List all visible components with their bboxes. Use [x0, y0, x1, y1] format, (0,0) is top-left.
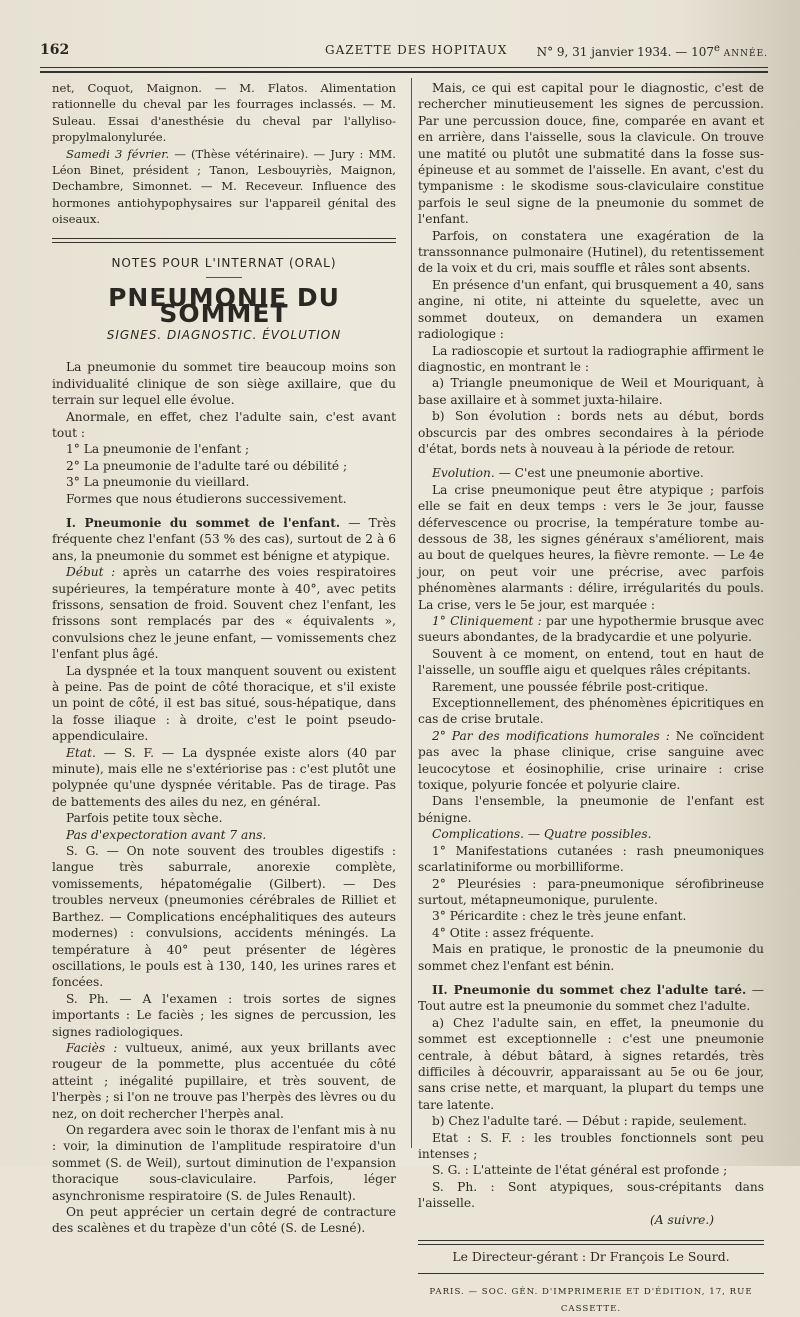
state-sph-paragraph: S. Ph. : Sont atypiques, sous-crépitants dans l'aisselle.: [418, 1179, 764, 1211]
healthy-adult-paragraph: a) Chez l'adulte sain, en effet, la pneumonie du sommet est exceptionnelle : c'est une pneumonie centrale, à début bâtard, à signes retardés, très difficiles à découvrir, apparaissant au 5e ou 6e jour, sans crise nette, et marquant, la plupart du temps une tare latente.: [418, 1015, 764, 1112]
transsonance-paragraph: Parfois, on constatera une exagération de la transsonnance pulmonaire (Hutinel), du retentissement de la voix et du cri, mais souffle et râles sont absents.: [418, 228, 764, 276]
forms-paragraph: Formes que nous étudierons successivement.: [66, 491, 347, 506]
thorax-paragraph: On regardera avec soin le thorax de l'enfant mis à nu : voir, la diminution de l'amplitude respiratoire d'un sommet (S. de Weil), surtout diminution de l'expansion thoracique sous-claviculaire. Parfois, léger asynchronisme respiratoire (S. de Jules Renault).: [52, 1122, 396, 1203]
general-signs-paragraph: S. G. — On note souvent des troubles digestifs : langue très saburrale, anorexie complète, vomissements, hépatomégalie (Gilbert). — Des troubles nerveux (pneumonies cérébrales de Rilliet et Barthez. — Complications encéphalitiques des auteurs modernes) : convulsions, accidents méningés. La température à 40° peut présenter de légères oscillations, le pouls est à 130, 140, les urines rares et foncées.: [52, 844, 396, 990]
article-title: PNEUMONIE DU SOMMET: [108, 283, 340, 329]
cough-paragraph: Parfois petite toux sèche.: [66, 811, 223, 826]
evolution-radiology-paragraph: b) Son évolution : bords nets au début, bords obscurcis par des ombres secondaires à la période d'état, bords nets à nouveau à la période de retour.: [418, 409, 764, 456]
complication-item: 2° Pleurésies : para-pneumonique sérofibrineuse surtout, métapneumonique, purulente.: [418, 876, 764, 907]
director-line: Le Directeur-gérant : Dr François Le Sourd.: [452, 1249, 730, 1265]
complications-paragraph: Complications. — Quatre possibles.: [432, 827, 652, 842]
article-subtitle: SIGNES. DIAGNOSTIC. ÉVOLUTION: [106, 327, 342, 342]
humoral-paragraph: [418, 728, 764, 794]
clinical-label: 1° Cliniquement :: [432, 614, 542, 628]
exam-text: — (Thèse vétérinaire). — Jury : MM. Léon Binet, président ; Tanon, Lesbouyriès, Maignon, Dechambre, Simonnet. — M. Receveur. Influence des hormones antiohypophysaires sur l'appareil génital des oiseaux.: [52, 146, 396, 227]
child-section-heading: I. Pneumonie du sommet de l'enfant.: [66, 515, 341, 530]
intro-paragraph: La pneumonie du sommet tire beaucoup moins son individualité clinique de son siège axillaire, que du terrain sur lequel elle évolue.: [52, 360, 396, 408]
contracture-paragraph: On peut apprécier un certain degré de contracture des scalènes et du trapèze d'un côté (S. de Lesné).: [52, 1205, 396, 1236]
evolution-label: Evolution.: [432, 466, 495, 481]
state-paragraph: [52, 745, 396, 811]
humoral-text: Ne coïncident pas avec la phase clinique, crise sanguine avec leucocytose et éosinophilie, crise urinaire : crise toxique, polyurie foncée et polyurie claire.: [418, 728, 764, 793]
list-item: 1° La pneumonie de l'enfant ;: [66, 442, 250, 457]
exceptional-paragraph: Exceptionnellement, des phénomènes épicritiques en cas de crise brutale.: [418, 696, 764, 727]
short-rule: [206, 277, 242, 278]
child-section-text: — Très fréquente chez l'enfant (53 % des cas), surtout de 2 à 6 ans, la pneumonie du sommet est bénigne et atypique.: [52, 515, 396, 563]
issue-date: [537, 43, 768, 59]
right-column: [418, 80, 764, 1317]
issue-text: N° 9, 31 janvier 1934. — 107: [536, 45, 714, 59]
issue-suffix: ANNÉE.: [723, 49, 768, 59]
state-sg-paragraph: S. G. : L'atteinte de l'état général est profonde ;: [432, 1163, 728, 1178]
clinical-paragraph: [418, 613, 764, 646]
benign-paragraph: Dans l'ensemble, la pneumonie de l'enfant est bénigne.: [418, 794, 764, 825]
complication-item: 3° Péricardite : chez le très jeune enfant.: [432, 909, 687, 924]
adult-section-text: — Tout autre est la pneumonie du sommet chez l'adulte.: [418, 982, 764, 1014]
page-header: [40, 40, 768, 62]
to-be-continued: (A suivre.): [650, 1212, 714, 1227]
physical-signs-paragraph: S. Ph. — A l'examen : trois sortes de signes importants : Le faciès ; les signes de percussion, les signes radiologiques.: [52, 991, 396, 1039]
rare-paragraph: Rarement, une poussée fébrile post-critique.: [432, 679, 709, 694]
exam-paragraph-2: [52, 146, 396, 228]
evolution-text: — C'est une pneumonie abortive.: [494, 466, 704, 481]
state-label: Etat.: [66, 745, 96, 760]
radiology-request-paragraph: En présence d'un enfant, qui brusquement a 40, sans angine, ni otite, ni atteinte du squelette, avec un sommet douteux, on demandera un examen radiologique :: [418, 277, 764, 342]
list-item: 2° La pneumonie de l'adulte taré ou débilité ;: [66, 458, 348, 473]
adult-section-paragraph: [418, 982, 764, 1015]
crisis-paragraph: La crise pneumonique peut être atypique ; parfois elle se fait en deux temps : vers le 3e jour, fausse défervescence ou procrise, la température tombe au-dessous de 38, les signes généraux s'améliorent, mais au bout de quelques heures, la fièvre remonte. — Le 4e jour, on peut voir une précrise, avec parfois phénomènes alarmants : délire, irrégularités du pouls. La crise, vers le 5e jour, est marquée :: [418, 482, 764, 612]
section-rule-2: [52, 242, 396, 243]
closing-rule-2: [418, 1244, 764, 1245]
section-title: NOTES POUR L'INTERNAT (ORAL): [111, 255, 337, 270]
prognosis-paragraph: Mais en pratique, le pronostic de la pneumonie du sommet chez l'enfant est bénin.: [418, 942, 764, 973]
humoral-label: 2° Par des modifications humorales :: [432, 728, 670, 743]
printer-imprint: PARIS. — SOC. GÉN. D'IMPRIMERIE ET D'ÉDITION, 17, RUE CASSETTE.: [429, 1287, 753, 1314]
list-item: 3° La pneumonie du vieillard.: [66, 475, 250, 490]
evolution-paragraph: [418, 465, 764, 481]
child-section-paragraph: [52, 515, 396, 564]
facies-text: vultueux, animé, aux yeux brillants avec rougeur de la pommette, plus accentuée du côté atteint ; inégalité pupillaire, et très souvent, de l'herpès ; si l'on ne trouve pas l'herpès des lèvres ou du nez, on doit rechercher l'herpès anal.: [52, 1040, 396, 1121]
header-rule-bottom: [40, 71, 768, 73]
percussion-paragraph: Mais, ce qui est capital pour le diagnostic, c'est de rechercher minutieusement les signes de percussion. Par une percussion douce, fine, comparée en avant et en arrière, dans l'aisselle, sous la clavicule. On trouve une matité ou plutôt une submatité dans la fosse sus-épineuse et au sommet de l'aisselle. En avant, c'est du tympanisme : le skodisme sous-claviculaire constitue parfois le seul signe de la pneumonie du sommet de l'enfant.: [418, 81, 764, 227]
header-rule-top: [40, 67, 768, 68]
exam-date: Samedi 3 février.: [66, 146, 170, 161]
complication-item: 1° Manifestations cutanées : rash pneumoniques scarlatiniforme ou morbilliforme.: [418, 843, 764, 875]
closing-rule-1: [418, 1240, 764, 1241]
page-number: 162: [40, 42, 70, 58]
radioscopy-paragraph: La radioscopie et surtout la radiographie affirment le diagnostic, en montrant le :: [418, 343, 764, 374]
tare-adult-paragraph: b) Chez l'adulte taré. — Début : rapide, seulement.: [432, 1114, 747, 1129]
clinical-text: par une hypothermie brusque avec sueurs abondantes, de la bradycardie et une polyurie.: [418, 614, 764, 645]
journal-name: GAZETTE DES HOPITAUX: [325, 43, 508, 57]
section-rule-1: [52, 238, 396, 239]
adult-section-heading: II. Pneumonie du sommet chez l'adulte taré.: [432, 982, 747, 997]
state-text: — S. F. — La dyspnée existe alors (40 par minute), mais elle ne s'extériorise pas : c'est plutôt une polypnée qu'une dyspnée véritable. Pas de tirage. Pas de battements des ailes du nez, en général.: [52, 745, 396, 809]
facies-paragraph: [52, 1040, 396, 1122]
abnormal-paragraph: Anormale, en effet, chez l'adulte sain, c'est avant tout :: [52, 409, 396, 440]
facies-label: Faciès :: [66, 1040, 118, 1055]
expectoration-paragraph: Pas d'expectoration avant 7 ans.: [66, 827, 267, 842]
dyspnea-paragraph: La dyspnée et la toux manquent souvent ou existent à peine. Pas de point de côté thoracique, et s'il existe un point de côté, il est bas situé, sous-hépatique, dans la fosse iliaque : à droite, c'est le point pseudo-appendiculaire.: [52, 663, 396, 744]
onset-paragraph: [52, 564, 396, 662]
issue-sup: e: [714, 43, 720, 54]
exam-paragraph-1: net, Coquot, Maignon. — M. Flatos. Alimentation rationnelle du cheval par les fourrages inclassés. — M. Suleau. Essai d'anesthésie du cheval par l'allyliso-propylmalonylurée.: [52, 81, 396, 145]
onset-label: Début :: [66, 565, 116, 580]
triangle-paragraph: a) Triangle pneumonique de Weil et Mouriquant, à base axillaire et à sommet juxta-hilaire.: [418, 376, 764, 407]
onset-text: après un catarrhe des voies respiratoires supérieures, la température monte à 40°, avec petits frissons, sensation de froid. Souvent chez l'enfant, les frissons sont remplacés par des « équivalents », convulsions chez le jeune enfant, — vomissements chez l'enfant plus âgé.: [52, 565, 397, 662]
column-divider: [411, 78, 412, 1148]
left-column: [52, 80, 396, 1237]
state-sf-paragraph: Etat : S. F. : les troubles fonctionnels sont peu intenses ;: [418, 1130, 764, 1161]
complication-item: 4° Otite : assez fréquente.: [432, 925, 595, 940]
souffle-paragraph: Souvent à ce moment, on entend, tout en haut de l'aisselle, un souffle aigu et quelques râles crépitants.: [418, 646, 764, 678]
closing-rule-3: [418, 1273, 764, 1274]
